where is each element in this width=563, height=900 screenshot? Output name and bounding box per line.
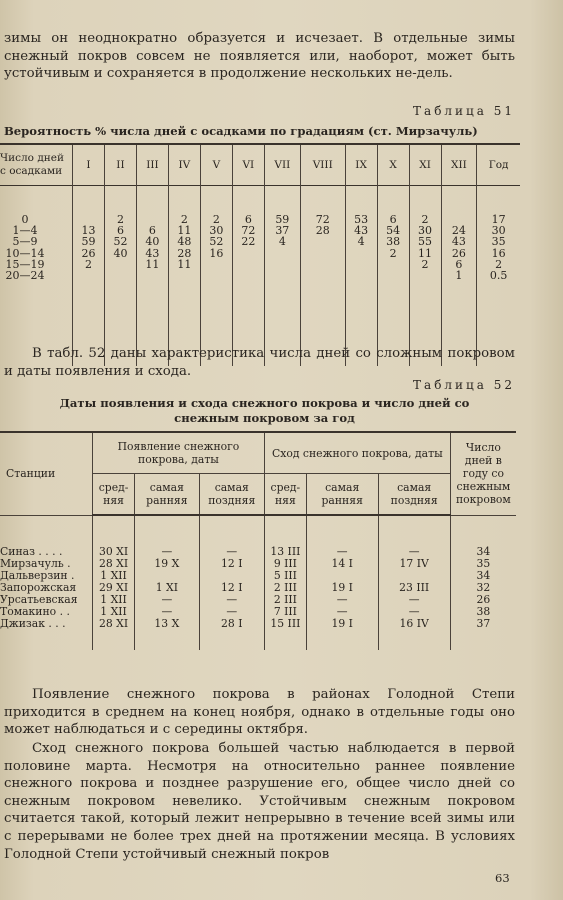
- probability-value: 35: [491, 235, 506, 249]
- month-header: VII: [264, 144, 300, 186]
- probability-value: 59: [275, 213, 290, 226]
- app-mean-value: 1 XII: [100, 605, 127, 618]
- probability-value: 2: [180, 213, 188, 226]
- days-value: 26: [476, 592, 491, 606]
- month-column-cell: [104, 186, 136, 366]
- probability-value: 28: [177, 246, 192, 260]
- probability-value: [301, 248, 345, 259]
- probability-value: [301, 270, 345, 281]
- probability-value: 54: [386, 224, 401, 238]
- gradation-label: 10—14: [5, 246, 45, 260]
- melt-late-value: 23 III: [399, 581, 430, 594]
- month-column-cell: [345, 186, 377, 366]
- melt-early-value: 14 I: [331, 557, 353, 570]
- probability-value: [233, 270, 264, 281]
- probability-value: 11: [177, 224, 192, 238]
- probability-value: 4: [357, 235, 365, 249]
- probability-value: 2: [421, 213, 429, 226]
- probability-value: 30: [209, 224, 224, 238]
- station-name: Урсатьевская: [0, 592, 78, 606]
- probability-value: 11: [145, 257, 160, 271]
- table51-caption: Таблица 51: [413, 104, 515, 118]
- gradation-label: 20—24: [5, 268, 45, 282]
- probability-value: [378, 270, 409, 281]
- probability-value: 38: [386, 235, 401, 249]
- app-early-value: 1 XI: [155, 581, 178, 594]
- melt-late-cell: [378, 515, 450, 650]
- table51-first-header: Число дней с осадками: [0, 152, 64, 177]
- probability-value: 6: [389, 213, 397, 226]
- melt-early-value: —: [336, 593, 348, 606]
- melt-early-value: 19 I: [331, 581, 353, 594]
- probability-value: 6: [244, 213, 252, 226]
- melt-mean-value: 15 III: [270, 617, 301, 630]
- month-column-cell: [441, 186, 477, 366]
- days-header: Число дней в году со снежным покровом: [450, 432, 516, 515]
- app-mean-value: 29 XI: [99, 581, 129, 594]
- table-51: [0, 143, 520, 366]
- gradation-label: 0: [21, 213, 29, 226]
- probability-value: 22: [241, 235, 256, 249]
- station-name: Запорожская: [0, 580, 77, 594]
- probability-value: 0.5: [489, 268, 508, 282]
- month-column-cell: [232, 186, 264, 366]
- app-early-value: 19 X: [154, 557, 180, 570]
- probability-value: [233, 248, 264, 259]
- table52-caption: Таблица 52: [413, 378, 515, 392]
- probability-value: [265, 259, 300, 270]
- app-mean-header: сред-няя: [93, 474, 135, 516]
- probability-value: 30: [418, 224, 433, 238]
- melt-mean-value: 2 III: [273, 593, 297, 606]
- probability-value: 26: [451, 246, 466, 260]
- app-late-value: —: [226, 593, 238, 606]
- days-value: 34: [476, 544, 491, 558]
- station-header: Станции: [0, 432, 93, 515]
- melt-earliest-header: самая ранняя: [306, 474, 378, 516]
- gradation-label: 1—4: [12, 224, 38, 238]
- probability-value: 2: [389, 246, 397, 260]
- days-value: 35: [476, 556, 491, 570]
- probability-value: 43: [451, 235, 466, 249]
- station-name: Мирзачуль .: [0, 556, 71, 570]
- month-header: X: [377, 144, 409, 186]
- probability-value: 2: [212, 213, 220, 226]
- probability-value: [301, 236, 345, 247]
- probability-value: 40: [145, 235, 160, 249]
- probability-value: [169, 270, 200, 281]
- melt-header: Сход снежного покрова, даты: [264, 432, 450, 474]
- probability-value: [410, 270, 441, 281]
- month-header: II: [104, 144, 136, 186]
- probability-value: 52: [209, 235, 224, 249]
- app-mean-value: 28 XI: [99, 557, 129, 570]
- probability-value: 43: [145, 246, 160, 260]
- melt-late-value: —: [408, 593, 420, 606]
- melt-early-cell: [306, 515, 378, 650]
- probability-value: 17: [491, 213, 506, 226]
- melt-mean-value: 9 III: [273, 557, 297, 570]
- days-cell: [450, 515, 516, 650]
- table51-gradations-cell: [0, 186, 73, 366]
- probability-value: [105, 259, 136, 270]
- middle-paragraph: В табл. 52 даны характеристика числа дней со сложным покровом и даты появления и схода.: [4, 346, 515, 379]
- table52-header-row-1: [0, 432, 516, 474]
- app-early-value: —: [161, 545, 173, 558]
- days-value: 38: [476, 604, 491, 618]
- probability-value: 6: [116, 224, 124, 238]
- app-early-value: —: [161, 593, 173, 606]
- probability-value: 30: [491, 224, 506, 238]
- probability-value: [105, 270, 136, 281]
- paragraph-melt: Сход снежного покрова большей частью наблюдается в первой половине марта. Несмотря на относительно раннее появление снежного покрова и позднее разрушение его, общее число дней со снежным покровом невелико. Устойчивым снежным покровом считается такой, который лежит непрерывно в течение всей зимы или с перерывами не более трех дней на протяжении месяца. В условиях Голодной Степи устойчивый снежный покров: [4, 741, 515, 862]
- probability-value: 52: [113, 235, 128, 249]
- gradation-label: 15—19: [5, 257, 45, 271]
- melt-early-value: —: [336, 605, 348, 618]
- month-column-cell: [73, 186, 105, 366]
- melt-late-value: —: [408, 605, 420, 618]
- month-header: IX: [345, 144, 377, 186]
- table52-title: Даты появления и схода снежного покрова и число дней со снежным покровом за год: [59, 396, 470, 425]
- month-header: VIII: [300, 144, 345, 186]
- intro-paragraph: зимы он неоднократно образуется и исчезает. В отдельные зимы снежный покров совсем не появляется или, наоборот, может быть устойчивым и сохраняется в продолжение нескольких не-дель.: [4, 31, 515, 82]
- month-column-cell: [409, 186, 441, 366]
- table-52: [0, 431, 516, 650]
- month-header: VI: [232, 144, 264, 186]
- probability-value: [201, 270, 232, 281]
- melt-latest-header: самая поздняя: [378, 474, 450, 516]
- app-late-value: —: [226, 605, 238, 618]
- month-column-cell: [168, 186, 200, 366]
- probability-value: 11: [418, 246, 433, 260]
- probability-value: 59: [81, 235, 96, 249]
- appearance-header: Появление снежного покрова, даты: [93, 432, 265, 474]
- app-late-value: —: [226, 545, 238, 558]
- probability-value: 40: [113, 246, 128, 260]
- probability-value: 2: [495, 257, 503, 271]
- days-value: 32: [476, 580, 491, 594]
- melt-mean-value: 7 III: [273, 605, 297, 618]
- probability-value: [233, 259, 264, 270]
- app-latest-header: самая поздняя: [199, 474, 264, 516]
- month-header: V: [200, 144, 232, 186]
- probability-value: 2: [84, 257, 92, 271]
- month-header: XII: [441, 144, 477, 186]
- station-name: Томакино . .: [0, 604, 70, 618]
- probability-value: 6: [148, 224, 156, 238]
- probability-value: 55: [418, 235, 433, 249]
- probability-value: 16: [209, 246, 224, 260]
- app-mean-cell: [93, 515, 135, 650]
- paragraph-appearance: Появление снежного покрова в районах Голодной Степи приходится в среднем на конец ноября, однако в отдельные годы оно может наблюдаться и с середины октября.: [4, 687, 515, 738]
- probability-value: [73, 270, 104, 281]
- app-early-value: 13 X: [154, 617, 180, 630]
- melt-early-value: 19 I: [331, 617, 353, 630]
- gradation-label: 5—9: [12, 235, 38, 249]
- probability-value: [137, 270, 168, 281]
- melt-mean-value: 13 III: [270, 545, 301, 558]
- melt-mean-value: 2 III: [273, 581, 297, 594]
- probability-value: 13: [81, 224, 96, 238]
- month-column-cell: [200, 186, 232, 366]
- table51-body-row: [0, 186, 520, 366]
- probability-value: 72: [315, 213, 330, 226]
- probability-value: [378, 259, 409, 270]
- station-name: Джизак . . .: [0, 616, 66, 630]
- month-header: Год: [477, 144, 520, 186]
- app-mean-value: 30 XI: [99, 545, 129, 558]
- month-header: I: [73, 144, 105, 186]
- month-column-cell: [377, 186, 409, 366]
- probability-value: 1: [455, 268, 463, 282]
- app-early-cell: [135, 515, 200, 650]
- probability-value: [301, 259, 345, 270]
- probability-value: 28: [315, 224, 330, 238]
- app-late-value: 12 I: [221, 557, 243, 570]
- probability-value: 48: [177, 235, 192, 249]
- app-mean-value: 1 XII: [100, 569, 127, 582]
- probability-value: [346, 270, 377, 281]
- month-column-cell: [136, 186, 168, 366]
- probability-value: 4: [278, 235, 286, 249]
- melt-late-value: 16 IV: [399, 617, 429, 630]
- month-header: IV: [168, 144, 200, 186]
- table51-title: Вероятность % числа дней с осадками по градациям (ст. Мирзачуль): [4, 124, 478, 138]
- app-late-value: 28 I: [221, 617, 243, 630]
- days-value: 37: [476, 616, 491, 630]
- probability-value: [346, 248, 377, 259]
- app-mean-value: 28 XI: [99, 617, 129, 630]
- probability-value: 2: [421, 257, 429, 271]
- month-column-cell: [264, 186, 300, 366]
- app-mean-value: 1 XII: [100, 593, 127, 606]
- melt-mean-header: сред-няя: [264, 474, 306, 516]
- probability-value: [201, 259, 232, 270]
- melt-late-value: —: [408, 545, 420, 558]
- probability-value: 43: [354, 224, 369, 238]
- probability-value: 37: [275, 224, 290, 238]
- probability-value: 24: [451, 224, 466, 238]
- month-column-cell: [300, 186, 345, 366]
- probability-value: 11: [177, 257, 192, 271]
- app-early-value: —: [161, 605, 173, 618]
- melt-early-value: —: [336, 545, 348, 558]
- table51-header-row: [0, 144, 520, 186]
- probability-value: [346, 259, 377, 270]
- app-earliest-header: самая ранняя: [135, 474, 200, 516]
- probability-value: 6: [455, 257, 463, 271]
- probability-value: 26: [81, 246, 96, 260]
- probability-value: [265, 248, 300, 259]
- table52-body-row: [0, 515, 516, 650]
- probability-value: 53: [354, 213, 369, 226]
- app-late-value: 12 I: [221, 581, 243, 594]
- page-number: 63: [495, 871, 510, 885]
- station-name: Синаз . . . .: [0, 544, 63, 558]
- probability-value: [265, 270, 300, 281]
- probability-value: 2: [116, 213, 124, 226]
- probability-value: 16: [491, 246, 506, 260]
- probability-value: 72: [241, 224, 256, 238]
- station-name: Дальверзин .: [0, 568, 75, 582]
- month-header: XI: [409, 144, 441, 186]
- melt-mean-value: 5 III: [273, 569, 297, 582]
- month-column-cell: [477, 186, 520, 366]
- stations-cell: [0, 515, 93, 650]
- app-late-cell: [199, 515, 264, 650]
- melt-mean-cell: [264, 515, 306, 650]
- days-value: 34: [476, 568, 491, 582]
- melt-late-value: 17 IV: [399, 557, 429, 570]
- month-header: III: [136, 144, 168, 186]
